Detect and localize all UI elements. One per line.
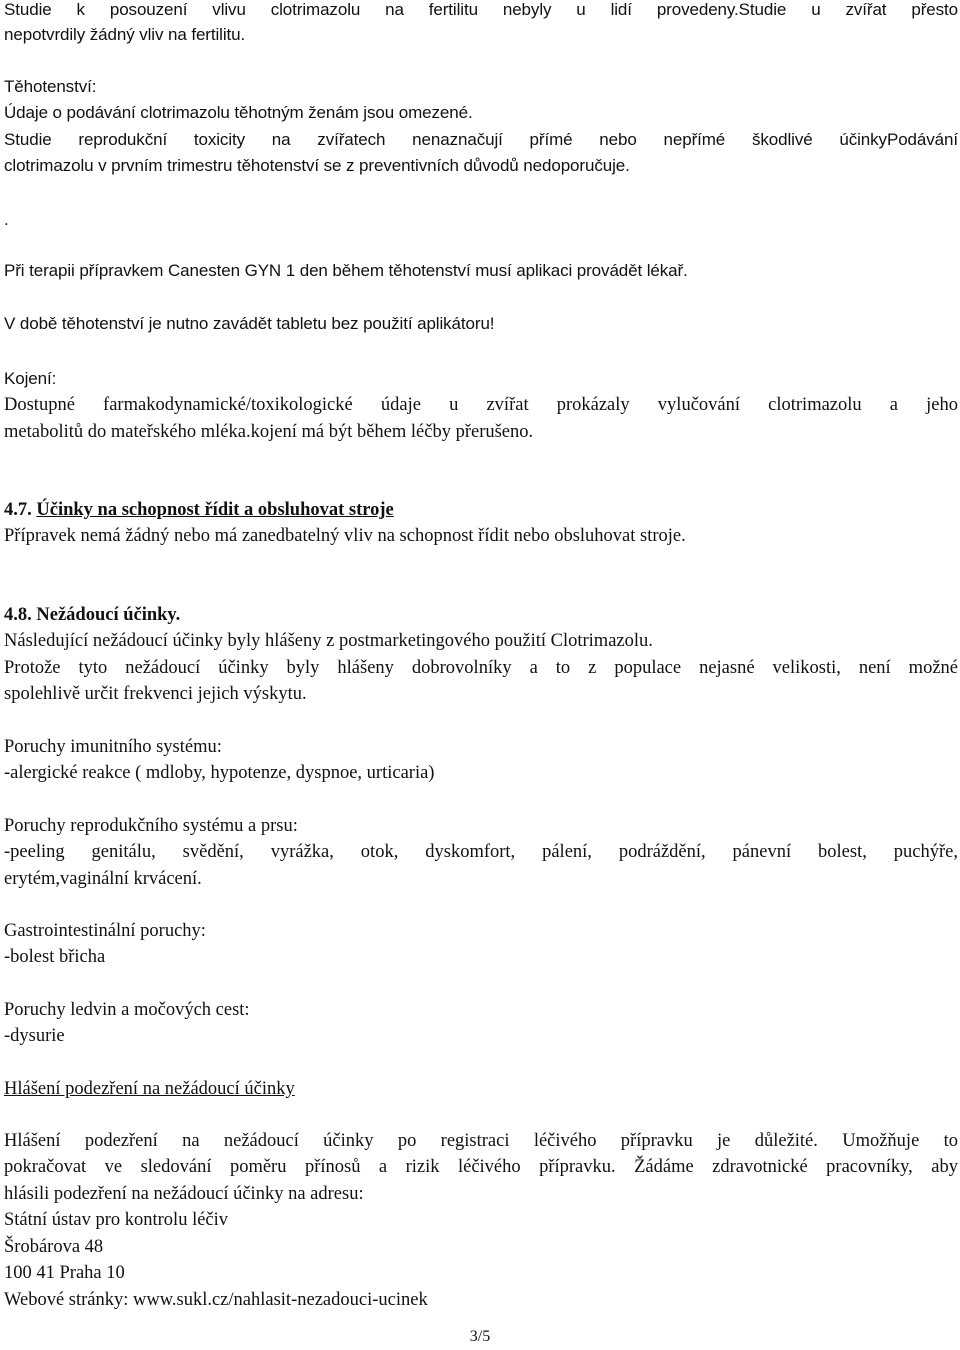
subsection-heading: Gastrointestinální poruchy: bbox=[4, 921, 206, 941]
text-line: -alergické reakce ( mdloby, hypotenze, dyspnoe, urticaria) bbox=[4, 763, 435, 783]
text-line: spolehlivě určit frekvenci jejich výskytu. bbox=[4, 684, 307, 704]
text-line: erytém,vaginální krvácení. bbox=[4, 869, 202, 889]
text-line: V době těhotenství je nutno zavádět tabletu bez použití aplikátoru! bbox=[4, 314, 495, 333]
text-line: clotrimazolu v prvním trimestru těhotenství se z preventivních důvodů nedoporučuje. bbox=[4, 156, 630, 175]
text-line: nepotvrdily žádný vliv na fertilitu. bbox=[4, 25, 246, 44]
page-number: 3/5 bbox=[469, 1328, 491, 1345]
text-line: Dostupné farmakodynamické/toxikologické údaje u zvířat prokázaly vylučování clotrimazolu a jeho bbox=[4, 395, 958, 415]
text-line: Studie reprodukční toxicity na zvířatech nenaznačují přímé nebo nepřímé škodlivé účinkyPodávání bbox=[4, 130, 958, 149]
section-heading: Hlášení podezření na nežádoucí účinky bbox=[4, 1079, 295, 1099]
text-line: metabolitů do mateřského mléka.kojení má být během léčby přerušeno. bbox=[4, 422, 534, 442]
text-line: Při terapii přípravkem Canesten GYN 1 den během těhotenství musí aplikaci provádět lékař. bbox=[4, 261, 688, 280]
section-title: Účinky na schopnost řídit a obsluhovat stroje bbox=[36, 500, 394, 520]
text-line: -bolest břicha bbox=[4, 947, 106, 967]
text-line: hlásili podezření na nežádoucí účinky na adresu: bbox=[4, 1184, 364, 1204]
text-line: Studie k posouzení vlivu clotrimazolu na fertilitu nebyly u lidí provedeny.Studie u zvířat přesto bbox=[4, 0, 958, 19]
address-line: Šrobárova 48 bbox=[4, 1237, 104, 1257]
subsection-heading: Poruchy reprodukčního systému a prsu: bbox=[4, 816, 298, 836]
text-line: -peeling genitálu, svědění, vyrážka, otok, dyskomfort, pálení, podráždění, pánevní bolest, puchýře, bbox=[4, 842, 958, 862]
text-line: Přípravek nemá žádný nebo má zanedbatelný vliv na schopnost řídit nebo obsluhovat stroje. bbox=[4, 526, 686, 546]
address-line: Státní ústav pro kontrolu léčiv bbox=[4, 1210, 229, 1230]
text-line: . bbox=[4, 210, 9, 229]
text-line: Hlášení podezření na nežádoucí účinky po registraci léčivého přípravku je důležité. Umožňuje to bbox=[4, 1131, 958, 1151]
text-line: Údaje o podávání clotrimazolu těhotným ženám jsou omezené. bbox=[4, 103, 473, 122]
section-heading: Těhotenství: bbox=[4, 77, 97, 96]
website-line: Webové stránky: www.sukl.cz/nahlasit-nezadouci-ucinek bbox=[4, 1290, 428, 1310]
subsection-heading: Poruchy imunitního systému: bbox=[4, 737, 222, 757]
text-line: Protože tyto nežádoucí účinky byly hlášeny dobrovolníky a to z populace nejasné velikosti, není možné bbox=[4, 658, 958, 678]
section-heading: 4.8. Nežádoucí účinky. bbox=[4, 605, 181, 625]
address-line: 100 41 Praha 10 bbox=[4, 1263, 125, 1283]
text-line: -dysurie bbox=[4, 1026, 65, 1046]
text-line: pokračovat ve sledování poměru přínosů a rizik léčivého přípravku. Žádáme zdravotnické pracovníky, aby bbox=[4, 1157, 958, 1177]
text-line: Následující nežádoucí účinky byly hlášeny z postmarketingového použití Clotrimazolu. bbox=[4, 631, 653, 651]
section-heading: Kojení: bbox=[4, 369, 57, 388]
section-heading bbox=[4, 497, 958, 523]
section-number: 4.7. bbox=[4, 500, 32, 520]
subsection-heading: Poruchy ledvin a močových cest: bbox=[4, 1000, 250, 1020]
